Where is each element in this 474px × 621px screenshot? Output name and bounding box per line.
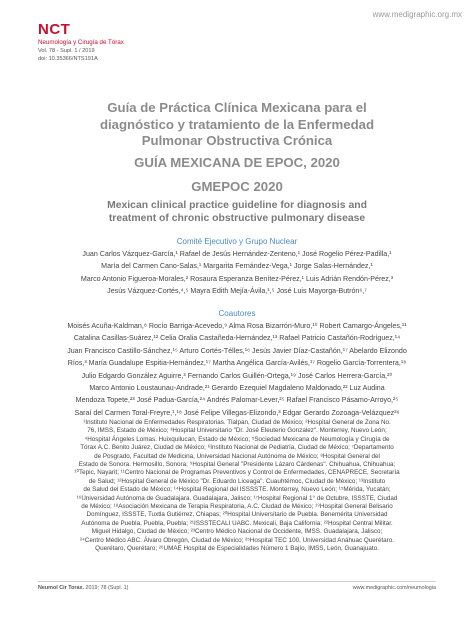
english-title-line-1: Mexican clinical practice guideline for diagnosis and bbox=[107, 200, 367, 211]
coauthor-line: Mendoza Topete,²³ José Padua-García,²⁴ Andrés Palomar-Lever,²⁵ Rafael Francisco Pásamo-Arroyo,²⁵ bbox=[75, 396, 399, 405]
affiliation-line: Querétaro, Querétaro; ²⁶UMAE Hospital de Especialidades Número 1 Bajío, IMSS, León, Guanajuato. bbox=[95, 545, 379, 553]
committee-line: Jesús Vázquez-Cortés,⁴,⁵ Mayra Edith Mejía-Ávila,¹,⁵ José Luis Mayorga-Butrón⁶,⁷ bbox=[107, 287, 367, 296]
affiliation-line: 76, IMSS, Estado de México; ³Hospital Universitario "Dr. José Eleuterio Gonzalez". Monterrey, Nuevo León; bbox=[87, 427, 387, 435]
english-title bbox=[40, 199, 434, 225]
coauthor-line: Moisés Acuña-Kaldman,⁸ Rocío Barriga-Acevedo,⁹ Alma Rosa Bizarrón-Muro,¹⁰ Robert Camargo-Ángeles,¹¹ bbox=[67, 322, 407, 330]
title-line-3: Pulmonar Obstructiva Crónica bbox=[141, 133, 333, 148]
page-footer bbox=[38, 581, 436, 594]
spanish-title-block bbox=[40, 100, 434, 196]
committee-line: María del Carmen Cano-Salas,¹ Margarita Fernández-Vega,¹ Jorge Salas-Hernández,¹ bbox=[101, 262, 373, 271]
title-line-1: Guía de Práctica Clínica Mexicana para el bbox=[107, 100, 367, 115]
english-title-line-2: treatment of chronic obstructive pulmonary disease bbox=[108, 213, 366, 224]
affiliation-line: ¹Instituto Nacional de Enfermedades Respiratorias. Tlalpan, Ciudad de México; ²Hospital General de Zona No. bbox=[83, 419, 391, 426]
coauthors-heading: Coautores bbox=[218, 309, 256, 318]
affiliation-line: de Salud del Estado de México; ¹⁴Hospital Regional del ISSSSTE. Monterrey, Nuevo León; ¹⁵Mérida, Yucatán; bbox=[83, 486, 391, 494]
affiliations bbox=[48, 419, 426, 554]
coauthor-line: Marco Antonio Loustaunau-Andrade,²¹ Gerardo Ezequiel Magdaleno Maldonado,²² Luz Audina bbox=[89, 384, 385, 393]
journal-volume: Vol. 78 - Supl. 1 / 2019 bbox=[38, 48, 95, 54]
affiliation-line: ⁴Hospital Ángeles Lomas. Huixquilucan, Estado de México; ⁵Sociedad Mexicana de Neumología y Cirugía de bbox=[84, 435, 390, 443]
journal-name: Neumología y Cirugía de Tórax bbox=[38, 39, 124, 46]
journal-website[interactable]: www.medigraphic.com/neumologia bbox=[352, 585, 436, 591]
journal-logo: NCT bbox=[38, 21, 71, 38]
committee-line: Marco Antonio Figueroa-Morales,² Rosaura Esperanza Benítez-Pérez,¹ Luis Adrián Rendón-Pérez,³ bbox=[80, 274, 394, 283]
committee-line: Juan Carlos Vázquez-García,¹ Rafael de Jesús Hernández-Zenteno,¹ José Rogelio Pérez-Padilla,¹ bbox=[82, 250, 392, 258]
coauthor-line: Saraí del Carmen Toral-Freyre,¹,¹⁸ José Felipe Villegas-Elizondo,³ Edgar Gerardo Zozoaga-Velázquez²⁶ bbox=[74, 408, 400, 417]
affiliation-line: de Posgrado, Facultad de Medicina, Universidad Nacional Autónoma de México; ⁸Hospital General del bbox=[94, 452, 380, 460]
affiliation-line: ²⁴Centro Médico ABC. Álvaro Obregón, Ciudad de México; ²⁵Hospital TEC 100, Universidad Anáhuac Querétaro. bbox=[80, 536, 394, 544]
affiliation-line: Miguel Hidalgo, Ciudad de México; ²³Centro Médico Nacional de Occidente, IMSS. Guadalajara, Jalisco; bbox=[91, 528, 383, 536]
affiliation-line: de Salud; ¹²Hospital General de México "Dr. Eduardo Liceaga". Cuauhtémoc, Ciudad de México; ¹³Instituto bbox=[88, 477, 386, 485]
committee-authors bbox=[48, 248, 426, 298]
journal-header bbox=[38, 22, 124, 63]
coauthor-line: Juan Francisco Castillo-Sánchez,¹⁵ Arturo Cortés-Télles,¹⁶ Jesús Javier Díaz-Castañón,¹⁷ Abelardo Elizondo bbox=[67, 346, 407, 355]
journal-abbrev: Neumol Cir Torax. bbox=[38, 585, 85, 591]
title-line-2: diagnóstico y tratamiento de la Enfermedad bbox=[99, 116, 375, 132]
affiliation-line: de México; ¹⁸Asociación Mexicana de Terapia Respiratoria, A.C. Ciudad de México; ¹⁹Hospital General Belisario bbox=[81, 503, 393, 511]
coauthor-line: Ríos,³ María Guadalupe Espitia-Hernández,¹⁷ Martha Angélica García-Avilés,¹⁷ Rogelio García-Torrentera,¹⁸ bbox=[67, 359, 407, 368]
affiliation-line: Estado de Sonora. Hermosillo, Sonora; ⁹Hospital General "Presidente Lázaro Cárdenas". Chihuahua, Chihuahua; bbox=[78, 461, 396, 469]
affiliation-line: ¹⁶Universidad Autónoma de Guadalajara. Guadalajara, Jalisco; ¹⁷Hospital Regional 1° de Octubre, ISSSTE, Ciudad bbox=[76, 494, 398, 502]
affiliation-line: Tórax A.C. Benito Juárez, Ciudad de México; ⁶Instituto Nacional de Pediatría, Ciudad de México; ⁷Departamento bbox=[80, 444, 394, 452]
title-line-5: GMEPOC 2020 bbox=[191, 178, 283, 194]
affiliation-line: Domínguez, ISSSTE, Tuxtla Gutiérrez, Chiapas; ²⁰Hospital Universitario de Puebla. Benemérita Universidad bbox=[86, 511, 388, 519]
medigraphic-url[interactable]: www.medigraphic.org.mx bbox=[372, 10, 462, 19]
journal-doi[interactable]: doi: 10.35366/NTS191A bbox=[38, 56, 98, 62]
coauthors-list bbox=[40, 320, 434, 419]
affiliation-line: ¹⁰Tepic, Nayarit; ¹¹Centro Nacional de Programas Preventivos y Control de Enfermedades, CENAPRECE, Secretaría bbox=[74, 469, 400, 477]
affiliation-line: Autónoma de Puebla. Puebla, Puebla; ²¹ISSSTECALI UABC. Mexicali, Baja California; ²²Hospital Central Militar. bbox=[81, 519, 393, 527]
title-line-4: GUÍA MEXICANA DE EPOC, 2020 bbox=[134, 154, 340, 170]
committee-heading: Comité Ejecutivo y Grupo Nuclear bbox=[176, 237, 298, 246]
citation-volume: 2019; 78 (Supl. 1) bbox=[85, 585, 129, 591]
coauthor-line: Catalina Casillas-Suárez,¹² Celia Oralia Castañeda-Hernández,¹³ Rafael Patricio Castañón-Rodríguez,¹⁴ bbox=[73, 334, 401, 343]
citation bbox=[38, 585, 128, 591]
coauthor-line: Julio Edgardo González Aguirre,³ Fernando Carlos Guillén-Ortega,¹⁹ José Carlos Herrera-García,²⁰ bbox=[81, 371, 393, 380]
